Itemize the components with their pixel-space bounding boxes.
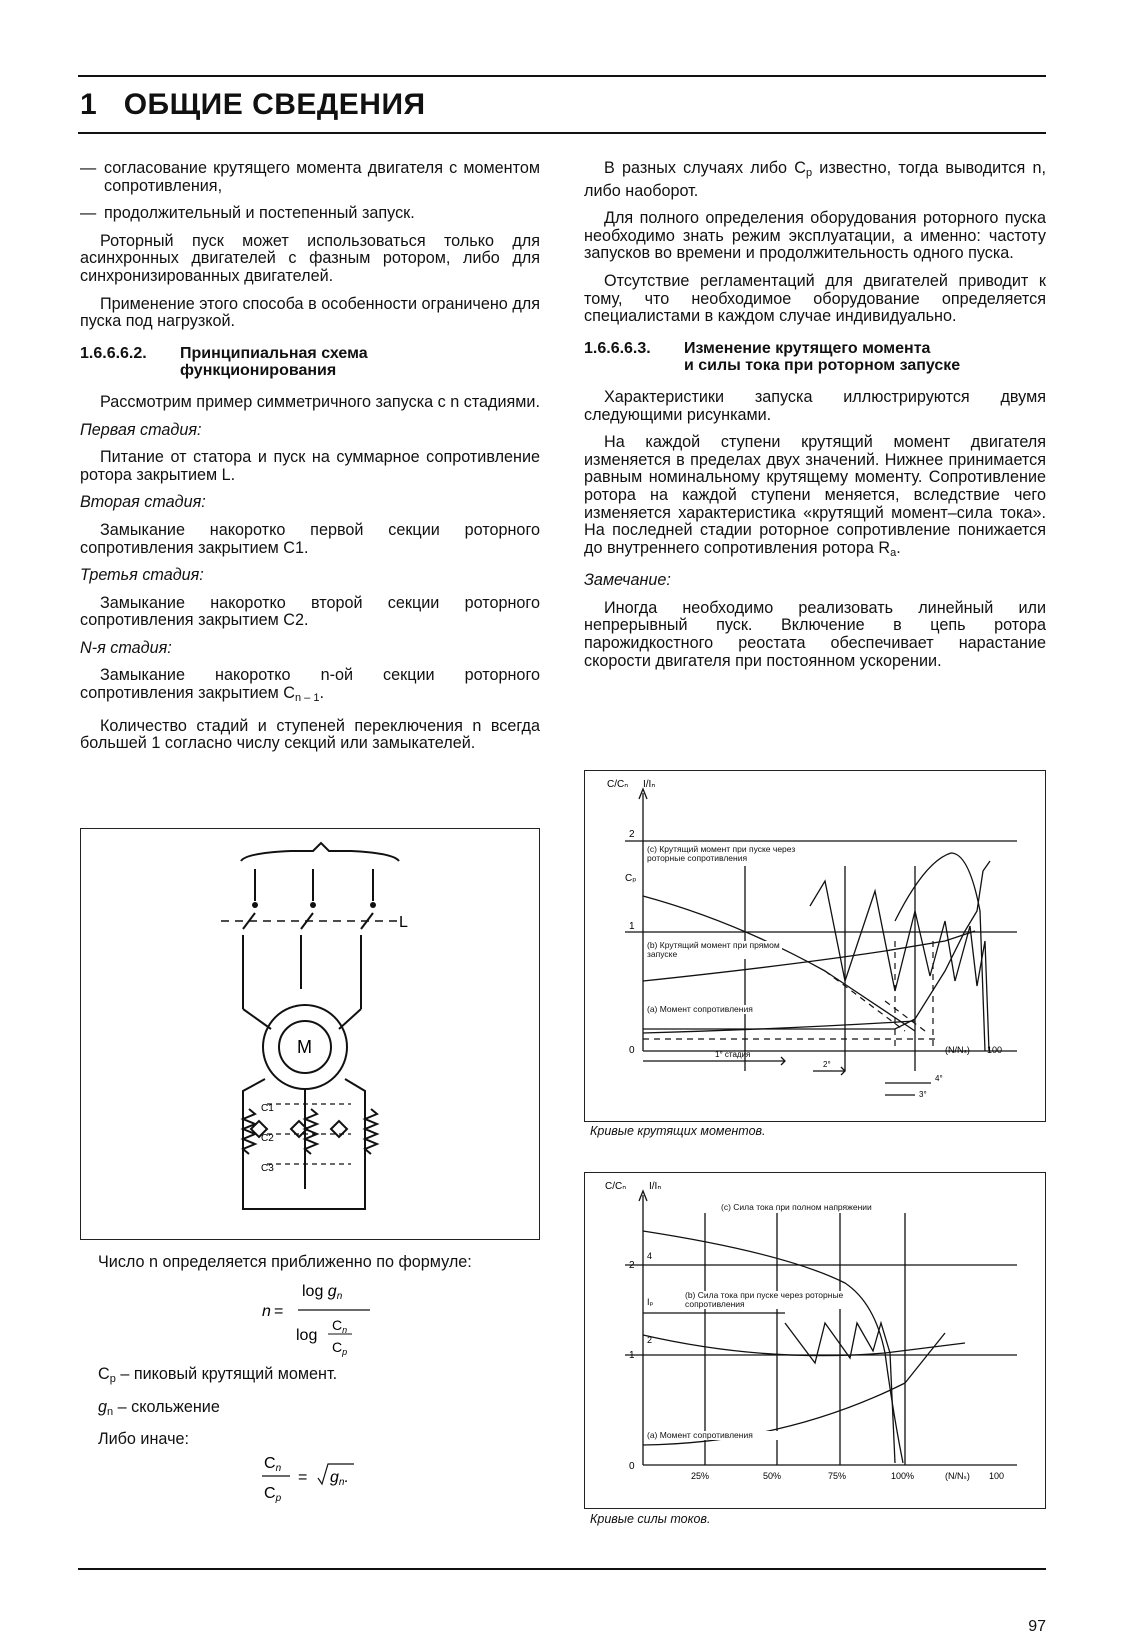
svg-text:gn.: gn.: [330, 1469, 349, 1488]
paragraph: Замыкание накоротко первой секции роторного сопротивления закрытием C1.: [80, 520, 540, 557]
stage-label: 1° стадия: [715, 1050, 751, 1059]
definition-cp: $C_p$ – пиковый крутящий момент.: [98, 1365, 338, 1385]
contact-label: C1: [261, 1103, 274, 1114]
curve-label-a: (a) Момент сопротивления: [647, 1431, 807, 1440]
current-curves-chart: [585, 1173, 1045, 1508]
section-heading: 1.6.6.6.3. Изменение крутящего момента и силы тока при роторном запуске: [584, 339, 961, 375]
svg-text:=: =: [298, 1469, 308, 1486]
paragraph: Отсутствие регламентаций для двигателей приводит к тому, что необходимое оборудование определяется специалистами в каждом случае индивидуально.: [584, 271, 1046, 326]
paragraph: Либо иначе:: [98, 1430, 189, 1449]
x-tick-label: 100%: [891, 1471, 915, 1481]
paragraph: Замыкание накоротко второй секции роторного сопротивления закрытием C2.: [80, 593, 540, 630]
curve-label-c: (c) Сила тока при полном напряжении: [721, 1203, 961, 1212]
curve-label-b: (b) Сила тока при пуске через роторные сопротивления: [685, 1291, 844, 1309]
x-axis-end-value: 100: [987, 1045, 1003, 1055]
stage-title: Вторая стадия:: [80, 493, 206, 512]
chart-current-frame: [584, 1172, 1046, 1509]
y-tick-label: 1: [629, 921, 635, 932]
formula-ratio: [260, 1448, 380, 1508]
y-tick-label: 0: [629, 1045, 635, 1056]
header-bottom-rule: [78, 132, 1046, 134]
y-axis-label-right: I/Iₙ: [649, 1181, 662, 1192]
paragraph: Роторный пуск может использоваться только для асинхронных двигателей с фазным ротором, либо для синхронизированных двигателей.: [80, 231, 540, 285]
stage-title: N-я стадия:: [80, 638, 172, 657]
rotor-start-schematic: [81, 829, 539, 1239]
contact-label: C2: [261, 1133, 274, 1144]
y-tick-label: 2: [629, 1260, 635, 1271]
contact-label: C3: [261, 1163, 274, 1174]
x-axis-end-label: (N/Nₛ): [945, 1045, 970, 1055]
x-tick-label: 50%: [763, 1471, 782, 1481]
switch-label: L: [399, 914, 408, 931]
stage-title: Первая стадия:: [80, 420, 202, 439]
chapter-name: ОБЩИЕ СВЕДЕНИЯ: [123, 88, 426, 121]
paragraph: Питание от статора и пуск на суммарное сопротивление ротора закрытием L.: [80, 448, 540, 484]
y-tick-label: Cₚ: [625, 873, 637, 884]
header-top-rule: [78, 75, 1046, 77]
chart-torque-frame: [584, 770, 1046, 1122]
paragraph: В разных случаях либо $C_p$ известно, тогда выводится n, либо наоборот.: [584, 159, 1046, 200]
chapter-title: [80, 88, 426, 122]
curve-label-c: (c) Крутящий момент при пуске через роторные сопротивления: [647, 845, 827, 863]
y-tick-label: 1: [629, 1350, 635, 1361]
stage-label: 2°: [823, 1060, 831, 1069]
page-number: 97: [1028, 1618, 1046, 1635]
schematic-frame: [80, 828, 540, 1240]
stage-title: Третья стадия:: [80, 566, 204, 585]
stage-label: 4°: [935, 1074, 943, 1083]
formula-definitions: [98, 1366, 538, 1459]
y-axis-label-left: C/Cₙ: [605, 1181, 627, 1192]
x-axis-end-value: 100: [989, 1471, 1005, 1481]
paragraph: Рассмотрим пример симметричного запуска с n стадиями.: [100, 392, 540, 411]
section-heading: 1.6.6.6.2. Принципиальная схема функционирования: [80, 344, 368, 380]
inner-tick-label: Iₚ: [647, 1297, 654, 1307]
right-column: [584, 160, 1046, 680]
note-title: Замечание:: [584, 571, 671, 590]
y-tick-label: 0: [629, 1461, 635, 1472]
paragraph: Применение этого способа в особенности ограничено для пуска под нагрузкой.: [80, 294, 540, 331]
list-item: — продолжительный и постепенный запуск.: [80, 204, 415, 223]
y-axis-label-right: I/Iₙ: [643, 779, 656, 790]
paragraph: Количество стадий и ступеней переключения n всегда большей 1 согласно числу секций или замыкателей.: [80, 716, 540, 753]
paragraph: На каждой ступени крутящий момент двигателя изменяется в пределах двух значений. Нижнее принимается равным номинальному крутящему моменту. Сопротивление ротора на каждой ступени меняется, вследствие чего изменяется характеристика «крутящий момент–сила тока». На последней стадии роторное сопротивление понижается до внутреннего сопротивления ротора $R_a$.: [584, 433, 1046, 559]
x-tick-label: 75%: [828, 1471, 847, 1481]
y-tick-label: 2: [629, 829, 635, 840]
paragraph: Для полного определения оборудования роторного пуска необходимо знать режим эксплуатации, а именно: частоту запусков во времени и продолжительность одного пуска.: [584, 209, 1046, 263]
paragraph: Число n определяется приближенно по формуле:: [98, 1253, 472, 1271]
x-tick-label: 25%: [691, 1471, 710, 1481]
svg-text:Cp: Cp: [264, 1485, 282, 1504]
footer-rule: [78, 1568, 1046, 1570]
svg-text:Cp: $C_p$: [332, 1339, 348, 1357]
svg-text:log: log: [296, 1327, 318, 1344]
svg-text:=: =: [274, 1303, 284, 1320]
formula-n: [262, 1278, 402, 1358]
chapter-number: 1: [80, 88, 98, 121]
motor-label: M: [297, 1037, 312, 1057]
chart1-caption: Кривые крутящих моментов.: [590, 1124, 766, 1138]
inner-tick-label: 4: [647, 1251, 653, 1261]
definition-gn: $g_n$ – скольжение: [98, 1397, 220, 1418]
svg-text:Cn: Cn: [264, 1455, 282, 1474]
torque-curves-chart: [585, 771, 1045, 1121]
list-item: — согласование крутящего момента двигателя с моментом сопротивления,: [80, 159, 540, 195]
curve-label-a: (a) Момент сопротивления: [647, 1005, 797, 1014]
paragraph: Характеристики запуска иллюстрируются двумя следующими рисунками.: [584, 387, 1046, 424]
paragraph: Замыкание накоротко n-ой секции роторного сопротивления закрытием $C_{n - 1}$.: [80, 666, 540, 705]
svg-text:Cn: $C_n$: [332, 1317, 348, 1335]
inner-tick-label: 2: [647, 1335, 653, 1345]
x-axis-end-label: (N/Nₛ): [945, 1471, 970, 1481]
svg-text:log gn: log gn: [302, 1283, 343, 1302]
chart2-caption: Кривые силы токов.: [590, 1512, 711, 1526]
paragraph: Иногда необходимо реализовать линейный или непрерывный пуск. Включение в цепь ротора парожидкостного реостата обеспечивает нарастание скорости двигателя при постоянном ускорении.: [584, 598, 1046, 670]
stage-label: 3°: [919, 1090, 927, 1099]
y-axis-label-left: C/Cₙ: [607, 779, 629, 790]
curve-label-b: (b) Крутящий момент при прямом запуске: [647, 941, 782, 959]
svg-text:n: n: [262, 1303, 271, 1320]
left-column: [80, 160, 540, 763]
